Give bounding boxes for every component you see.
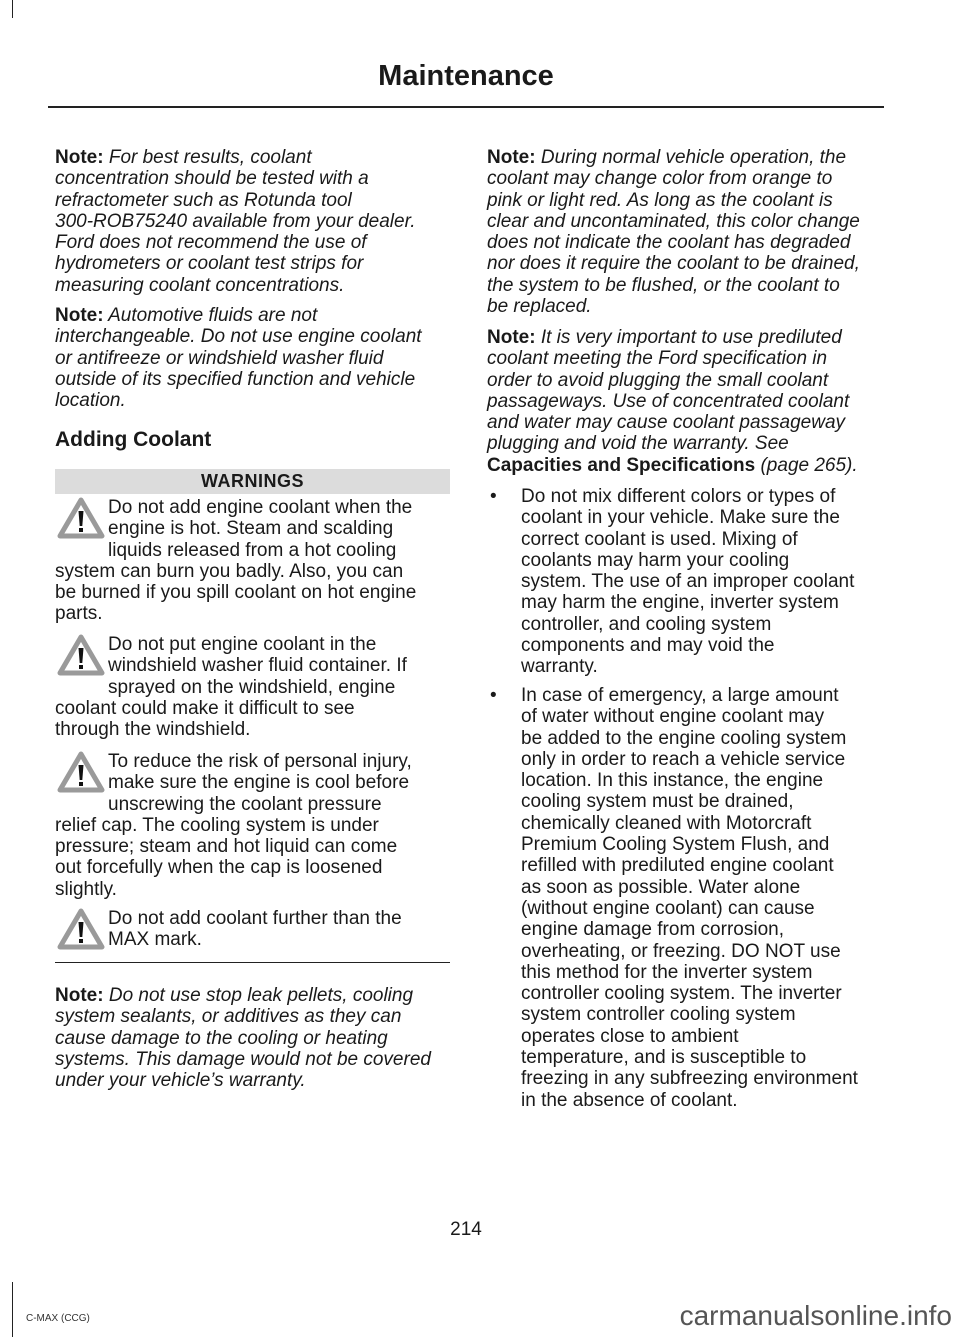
note-text: Automotive fluids are not	[103, 305, 318, 326]
footer-model: C-MAX (CCG)	[26, 1313, 90, 1324]
warning-triangle-icon	[57, 497, 105, 539]
note-text: measuring coolant concentrations.	[55, 274, 345, 296]
note-text: or antifreeze or windshield washer fluid	[55, 347, 384, 369]
bullet-line: chemically cleaned with Motorcraft	[521, 812, 812, 834]
note-line	[487, 147, 882, 168]
note	[55, 147, 450, 296]
note-line	[55, 348, 450, 369]
section-heading: Adding Coolant	[55, 428, 212, 451]
warning-line: liquids released from a hot cooling	[108, 539, 397, 561]
bullet-line: location. In this instance, the engine	[521, 770, 824, 792]
warning-line: coolant could make it difficult to see	[55, 697, 355, 719]
bullet-line: cooling system must be drained,	[521, 791, 794, 813]
warning-item	[55, 751, 450, 900]
note-text: outside of its specified function and vehicle	[55, 368, 416, 390]
note-line	[487, 412, 882, 433]
warning-triangle-icon	[57, 634, 105, 676]
note-text: During normal vehicle operation, the	[535, 147, 847, 168]
warning-line: out forcefully when the cap is loosened	[55, 857, 383, 879]
page-title: Maintenance	[378, 60, 554, 92]
note-line	[487, 391, 882, 412]
note-text: For best results, coolant	[103, 147, 312, 168]
left-column	[55, 0, 450, 1200]
bullet-line: Do not mix different colors or types of	[521, 486, 836, 507]
note-line	[487, 211, 882, 232]
bullet-line: Premium Cooling System Flush, and	[521, 834, 830, 856]
note-line	[487, 232, 882, 253]
bullet-line: as soon as possible. Water alone	[521, 876, 801, 898]
warning-line: engine is hot. Steam and scalding	[108, 518, 394, 540]
bullet-line: (without engine coolant) can cause	[521, 897, 815, 919]
note-line	[55, 168, 450, 189]
crop-mark	[12, 0, 13, 18]
note-line	[487, 327, 882, 348]
note-line	[55, 275, 450, 296]
note	[55, 305, 450, 411]
warning-triangle-icon	[57, 908, 105, 950]
warning-line: pressure; steam and hot liquid can come	[55, 836, 398, 858]
note-text: passageways. Use of concentrated coolant	[487, 390, 850, 412]
note-text: 300-ROB75240 available from your dealer.	[55, 210, 416, 232]
bullet-line: operates close to ambient	[521, 1025, 739, 1047]
warning-line: Do not add coolant further than the	[108, 908, 402, 929]
bullet-line: freezing in any subfreezing environment	[521, 1068, 858, 1090]
cross-reference-link[interactable]: Capacities and Specifications	[487, 454, 756, 476]
note-text: and water may cause coolant passageway	[487, 412, 846, 434]
warning-item	[55, 634, 450, 740]
note-text: the system to be flushed, or the coolant to	[487, 274, 840, 296]
bullet-line: system. The use of an improper coolant	[521, 571, 855, 593]
bullet-line: coolant in your vehicle. Make sure the	[521, 507, 840, 529]
warning-line: through the windshield.	[55, 719, 251, 741]
bullet-line: controller, and cooling system	[521, 613, 772, 635]
note-line	[487, 433, 882, 454]
bullet-line: In case of emergency, a large amount	[521, 685, 839, 706]
warning-line: system can burn you badly. Also, you can	[55, 560, 404, 582]
note-text: system sealants, or additives as they can	[55, 1006, 402, 1028]
note-line	[55, 390, 450, 411]
page-number: 214	[450, 1219, 482, 1240]
note-label: Note:	[55, 147, 104, 168]
note-text: It is very important to use prediluted	[535, 327, 842, 348]
warning-line: Do not add engine coolant when the	[108, 497, 413, 518]
note-text: refractometer such as Rotunda tool	[55, 189, 352, 211]
bullet-line: controller cooling system. The inverter	[521, 983, 842, 1005]
warning-line: unscrewing the coolant pressure	[108, 793, 382, 815]
bullet-item	[487, 685, 882, 1111]
warning-line: Do not put engine coolant in the	[108, 634, 377, 655]
warning-line: windshield washer fluid container. If	[108, 655, 407, 677]
note-label: Note:	[487, 327, 536, 348]
note-text: coolant may change color from orange to	[487, 168, 833, 190]
note-line	[487, 190, 882, 211]
note-text: under your vehicle’s warranty.	[55, 1070, 306, 1092]
warning-line: MAX mark.	[108, 929, 202, 951]
bullet-line: in the absence of coolant.	[521, 1089, 738, 1111]
note-line	[55, 232, 450, 253]
note-text: be replaced.	[487, 296, 592, 318]
note-text: pink or light red. As long as the coolant is	[487, 189, 833, 211]
bullet-line: system controller cooling system	[521, 1004, 796, 1026]
bullet-line: correct coolant is used. Mixing of	[521, 528, 798, 550]
bullet-item	[487, 486, 882, 678]
note-text: Ford does not recommend the use of	[55, 232, 367, 254]
bullet-line: only in order to reach a vehicle service	[521, 748, 846, 770]
bullet-line: of water without engine coolant may	[521, 706, 825, 728]
bullet-line: overheating, or freezing. DO NOT use	[521, 940, 841, 962]
note-text: order to avoid plugging the small coolant	[487, 369, 829, 391]
watermark: carmanualsonline.info	[679, 1300, 952, 1331]
section-divider	[55, 962, 450, 963]
bullet-line: warranty.	[521, 656, 598, 678]
note-text: does not indicate the coolant has degraded	[487, 232, 851, 254]
note-text: systems. This damage would not be covered	[55, 1048, 431, 1070]
bullet-line: temperature, and is susceptible to	[521, 1047, 807, 1069]
note-line	[487, 253, 882, 274]
note-text: hydrometers or coolant test strips for	[55, 253, 364, 275]
note	[487, 327, 882, 476]
warning-line: parts.	[55, 603, 103, 625]
bullet-line: coolants may harm your cooling	[521, 549, 790, 571]
warning-triangle-icon	[57, 751, 105, 793]
bullet-icon: •	[490, 486, 497, 507]
note-line	[55, 1006, 450, 1027]
note-line	[487, 348, 882, 369]
note-line	[487, 296, 882, 317]
warning-item	[55, 908, 450, 951]
note-line	[55, 1049, 450, 1070]
note-text: concentration should be tested with a	[55, 168, 369, 190]
bullet-line: refilled with prediluted engine coolant	[521, 855, 834, 877]
note-line	[55, 369, 450, 390]
note-line	[487, 275, 882, 296]
note-line	[487, 370, 882, 391]
note-line	[487, 455, 882, 476]
note-label: Note:	[55, 305, 104, 326]
note-text: cause damage to the cooling or heating	[55, 1027, 388, 1049]
warning-line: slightly.	[55, 878, 117, 900]
warning-line: sprayed on the windshield, engine	[108, 676, 396, 698]
bullet-line: may harm the engine, inverter system	[521, 592, 839, 614]
warning-line: To reduce the risk of personal injury,	[108, 751, 412, 772]
note-label: Note:	[487, 147, 536, 168]
bullet-line: be added to the engine cooling system	[521, 727, 847, 749]
note-line	[55, 211, 450, 232]
note-line	[55, 985, 450, 1006]
page-reference: (page 265).	[755, 454, 858, 476]
note	[55, 985, 450, 1091]
note-text: clear and uncontaminated, this color change	[487, 210, 860, 232]
note-text: nor does it require the coolant to be drained,	[487, 253, 860, 275]
warnings-header: WARNINGS	[55, 469, 450, 494]
bullet-line: components and may void the	[521, 635, 775, 657]
crop-mark	[12, 1282, 13, 1337]
note	[487, 147, 882, 317]
bullet-icon: •	[490, 685, 497, 706]
right-column	[487, 0, 882, 1200]
note-text: plugging and void the warranty. See	[487, 433, 789, 455]
warning-item	[55, 497, 450, 625]
bullet-line: engine damage from corrosion,	[521, 919, 784, 941]
note-line	[55, 1028, 450, 1049]
note-line	[55, 253, 450, 274]
note-line	[55, 147, 450, 168]
note-line	[55, 1070, 450, 1091]
note-text: location.	[55, 390, 126, 412]
note-label: Note:	[55, 985, 104, 1006]
note-line	[55, 305, 450, 326]
note-line	[55, 326, 450, 347]
note-text: coolant meeting the Ford specification in	[487, 348, 828, 370]
bullet-line: this method for the inverter system	[521, 961, 813, 983]
warning-line: be burned if you spill coolant on hot engine	[55, 582, 417, 604]
note-line	[487, 168, 882, 189]
note-text: Do not use stop leak pellets, cooling	[103, 985, 414, 1006]
warning-line: make sure the engine is cool before	[108, 772, 410, 794]
note-line	[55, 190, 450, 211]
note-text: interchangeable. Do not use engine coolant	[55, 326, 422, 348]
warning-line: relief cap. The cooling system is under	[55, 814, 379, 836]
